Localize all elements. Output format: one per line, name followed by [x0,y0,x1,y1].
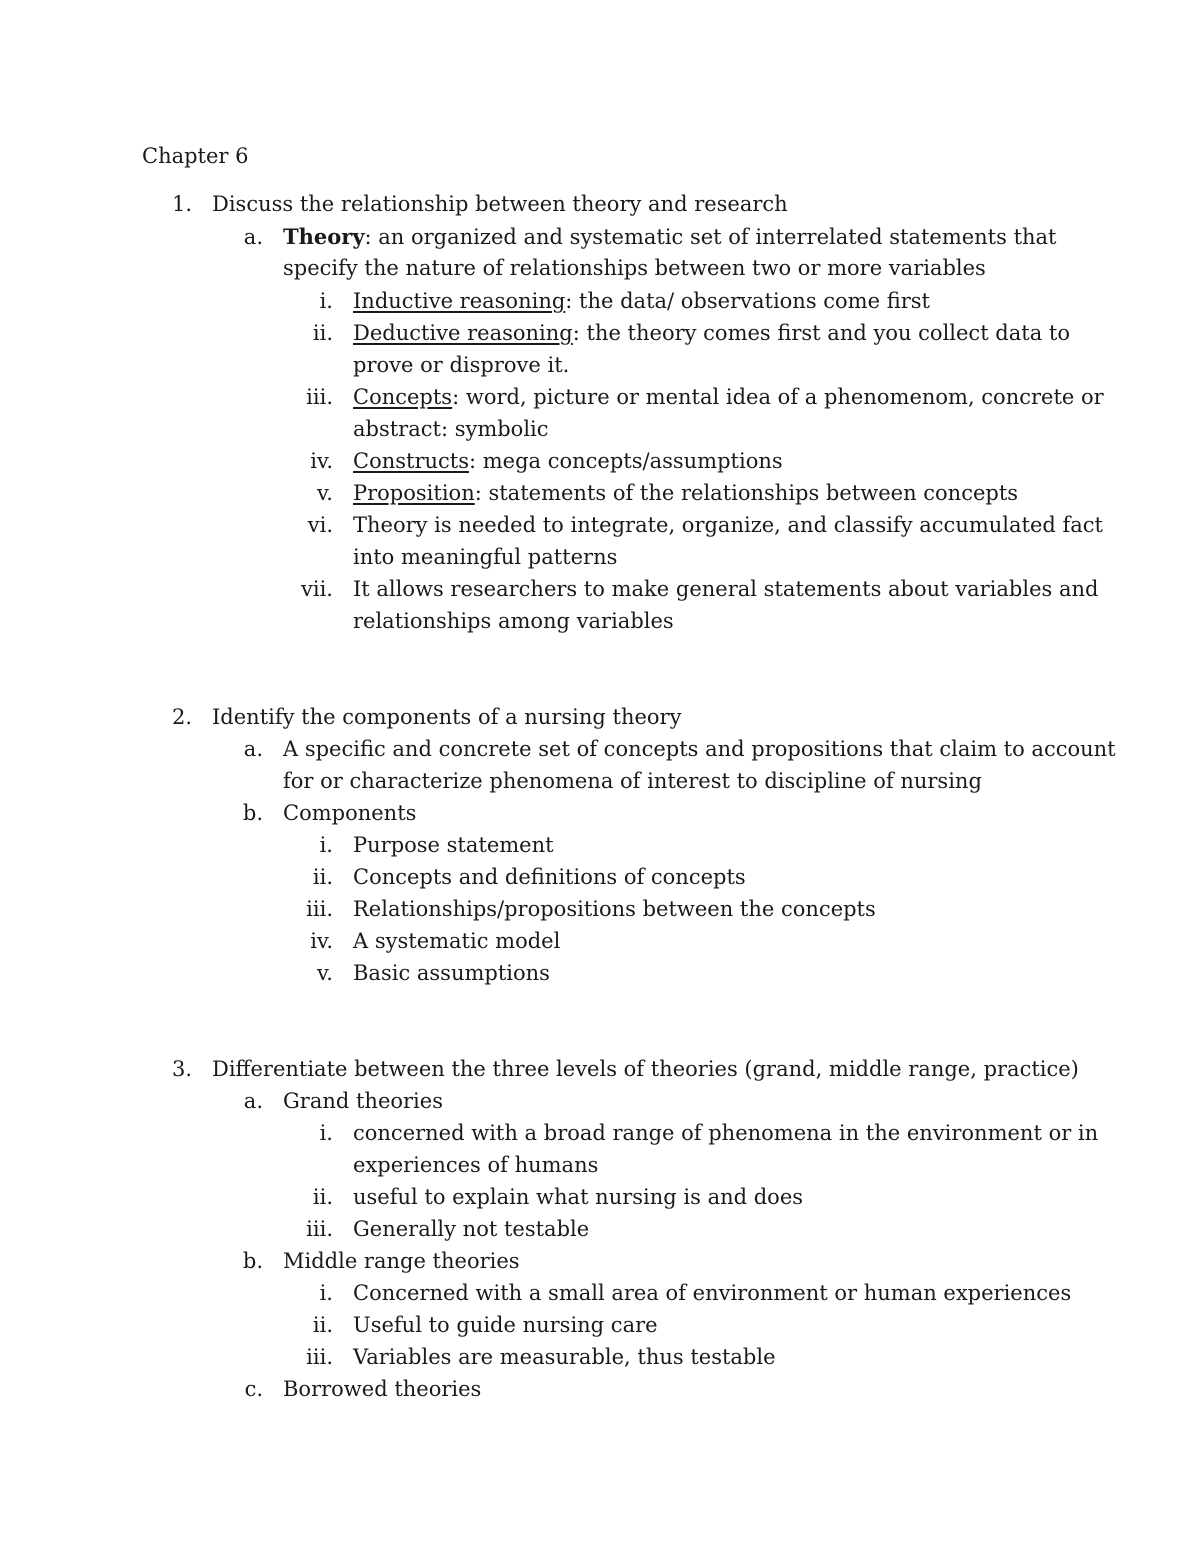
subitem-3a-ii: useful to explain what nursing is and does [353,1185,804,1209]
subitem-3b-ii: Useful to guide nursing care [353,1313,658,1337]
item-3c-marker: c. [244,1377,263,1401]
item-3c-line1: Borrowed theories [283,1377,482,1401]
subitem-1a-vii: It allows researchers to make general statements about variables and [353,577,1099,601]
subitem-1a-iii-marker: iii. [306,385,333,409]
subitem-3b-i-marker: i. [319,1281,333,1305]
item-3a-marker: a. [243,1089,263,1113]
item-2a-line1: A specific and concrete set of concepts and propositions that claim to account [283,737,1116,761]
subitem-3a-i-marker: i. [319,1121,333,1145]
subitem-2b-ii: Concepts and definitions of concepts [353,865,746,889]
subitem-1a-ii-marker: ii. [312,321,333,345]
section-2-marker: 2. [171,705,192,729]
subitem-1a-vi: Theory is needed to integrate, organize, and classify accumulated fact [353,513,1103,537]
term-deductive-reasoning: Deductive reasoning [353,321,573,345]
term-theory: Theory [283,224,365,249]
subitem-3b-i: Concerned with a small area of environment or human experiences [353,1281,1072,1305]
subitem-1a-ii [353,320,1070,346]
subitem-1a-iii-text: : word, picture or mental idea of a phenomenom, concrete or [452,385,1104,409]
term-proposition: Proposition [353,481,475,505]
subitem-1a-ii-cont: prove or disprove it. [353,353,570,377]
subitem-2b-iii: Relationships/propositions between the concepts [353,897,876,921]
term-constructs: Constructs [353,449,469,473]
subitem-1a-vii-marker: vii. [301,577,333,601]
subitem-1a-vi-marker: vi. [307,513,333,537]
subitem-1a-iv-marker: iv. [310,449,333,473]
subitem-2b-i-marker: i. [319,833,333,857]
item-1a-line1 [283,224,1057,250]
subitem-3a-i-cont: experiences of humans [353,1153,599,1177]
page-title: Chapter 6 [142,144,249,168]
subitem-2b-i: Purpose statement [353,833,554,857]
subitem-1a-iii [353,384,1104,410]
subitem-3a-iii-marker: iii. [306,1217,333,1241]
subitem-3a-iii: Generally not testable [353,1217,590,1241]
subitem-3b-iii-marker: iii. [306,1345,333,1369]
item-1a-line2: specify the nature of relationships between two or more variables [283,256,986,280]
item-3a-line1: Grand theories [283,1089,443,1113]
item-2a-line2: for or characterize phenomena of interest to discipline of nursing [283,769,982,793]
section-3-marker: 3. [171,1057,192,1081]
subitem-1a-v-marker: v. [316,481,333,505]
subitem-1a-i [353,288,930,314]
subitem-1a-ii-text: : the theory comes first and you collect data to [572,321,1070,345]
subitem-3b-iii: Variables are measurable, thus testable [353,1345,776,1369]
subitem-2b-ii-marker: ii. [312,865,333,889]
item-3b-marker: b. [242,1249,263,1273]
subitem-1a-iv-text: : mega concepts/assumptions [469,449,783,473]
section-1-heading: Discuss the relationship between theory and research [212,192,788,216]
subitem-1a-vii-cont: relationships among variables [353,609,674,633]
subitem-2b-iv-marker: iv. [310,929,333,953]
subitem-1a-v [353,480,1018,506]
item-3b-line1: Middle range theories [283,1249,520,1273]
subitem-3a-i: concerned with a broad range of phenomena in the environment or in [353,1121,1099,1145]
term-concepts: Concepts [353,385,453,409]
item-1a-text1: : an organized and systematic set of interrelated statements that [364,225,1057,249]
subitem-3b-ii-marker: ii. [312,1313,333,1337]
subitem-1a-i-text: : the data/ observations come first [565,289,930,313]
subitem-3a-ii-marker: ii. [312,1185,333,1209]
section-2-heading: Identify the components of a nursing theory [212,705,682,729]
subitem-2b-iv: A systematic model [353,929,561,953]
subitem-2b-v: Basic assumptions [353,961,550,985]
subitem-1a-iii-cont: abstract: symbolic [353,417,549,441]
item-2b-line1: Components [283,801,417,825]
subitem-1a-vi-cont: into meaningful patterns [353,545,618,569]
subitem-1a-iv [353,448,783,474]
subitem-1a-v-text: : statements of the relationships between concepts [474,481,1019,505]
section-1-marker: 1. [171,192,192,216]
item-2b-marker: b. [242,801,263,825]
subitem-1a-i-marker: i. [319,289,333,313]
term-inductive-reasoning: Inductive reasoning [353,289,566,313]
subitem-2b-iii-marker: iii. [306,897,333,921]
item-2a-marker: a. [243,737,263,761]
section-3-heading: Differentiate between the three levels of theories (grand, middle range, practice) [212,1057,1079,1081]
item-1a-marker: a. [243,225,263,249]
subitem-2b-v-marker: v. [316,961,333,985]
